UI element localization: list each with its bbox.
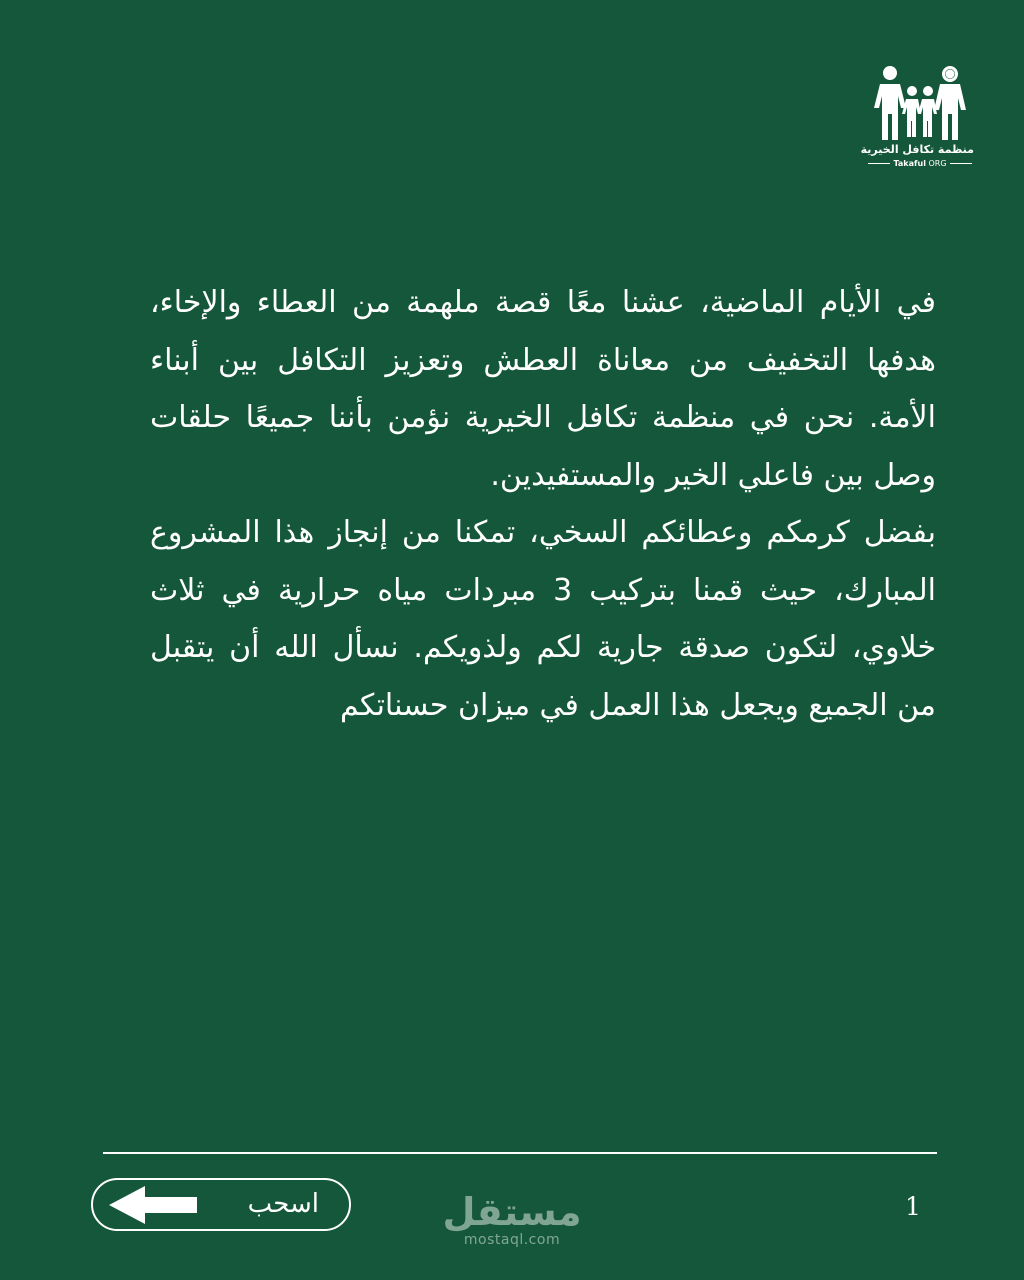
- family-figures-icon: [872, 64, 968, 144]
- watermark-url: mostaql.com: [463, 1232, 561, 1248]
- page-number: 1: [905, 1192, 921, 1221]
- paragraph-2: بفضل كرمكم وعطائكم السخي، تمكنا من إنجاز هذا المشروع المبارك، حيث قمنا بتركيب 3 مبردات مياه حرارية في ثلاث خلاوي، لتكون صدقة جارية لكم ولذويكم. نسأل الله أن يتقبل من الجميع ويجعل هذا العمل في ميزان حسناتكم: [150, 515, 936, 723]
- logo-divider-right: [950, 163, 972, 164]
- logo-name-english-bold: Takaful: [893, 159, 926, 168]
- logo-name-arabic: منظمة تكافل الخيرية: [860, 143, 974, 156]
- logo-divider-left: [868, 163, 890, 164]
- main-text: [150, 274, 936, 734]
- swipe-button[interactable]: [91, 1178, 351, 1231]
- watermark: [440, 1192, 584, 1248]
- arrow-left-icon: [107, 1184, 199, 1226]
- swipe-label: اسحب: [247, 1189, 319, 1219]
- logo-name-english: [893, 159, 946, 168]
- watermark-arabic: مستقل: [442, 1190, 582, 1234]
- organization-logo: [860, 64, 974, 174]
- logo-name-english-light: ORG: [928, 159, 947, 168]
- paragraph-1: في الأيام الماضية، عشنا معًا قصة ملهمة من العطاء والإخاء، هدفها التخفيف من معاناة العطش وتعزيز التكافل بين أبناء الأمة. نحن في منظمة تكافل الخيرية نؤمن بأننا جميعًا حلقات وصل بين فاعلي الخير والمستفيدين.: [150, 285, 936, 493]
- logo-name-english-row: [868, 159, 972, 168]
- footer-divider: [103, 1152, 937, 1154]
